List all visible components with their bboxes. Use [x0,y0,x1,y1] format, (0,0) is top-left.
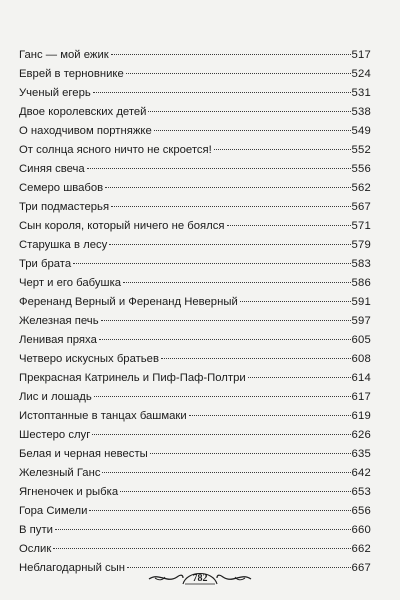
toc-entry [19,331,371,350]
toc-entry [19,236,371,255]
toc-entry [19,103,371,122]
dot-leader [94,396,351,397]
toc-entry-page-number: 517 [351,49,371,61]
toc-entry-title: Синяя свеча [19,163,85,175]
dot-leader [248,377,351,378]
toc-entry-title: Гора Симели [19,505,88,517]
toc-entry-page-number: 586 [351,277,371,289]
toc-entry-page-number: 619 [351,410,371,422]
toc-entry-title: Черт и его бабушка [19,277,122,289]
toc-entry [19,65,371,84]
toc-entry [19,274,371,293]
toc-entry-page-number: 524 [351,68,371,80]
toc-entry [19,141,371,160]
toc-entry-title: Три брата [19,258,72,270]
toc-entry-page-number: 597 [351,315,371,327]
dot-leader [123,282,350,283]
toc-entry-page-number: 605 [351,334,371,346]
toc-entry-page-number: 667 [351,562,371,574]
dot-leader [148,111,350,112]
toc-entry-page-number: 662 [351,543,371,555]
toc-entry-title: В пути [19,524,53,536]
dot-leader [150,453,351,454]
toc-entry-page-number: 538 [351,106,371,118]
toc-entry [19,217,371,236]
toc-entry-page-number: 660 [351,524,371,536]
toc-entry-title: Прекрасная Катринель и Пиф-Паф-Полтри [19,372,246,384]
dot-leader [92,434,350,435]
dot-leader [55,529,351,530]
toc-entry-page-number: 531 [351,87,371,99]
toc-entry-page-number: 583 [351,258,371,270]
toc-entry [19,84,371,103]
toc-entry-page-number: 556 [351,163,371,175]
toc-entry [19,540,371,559]
toc-entry-page-number: 656 [351,505,371,517]
toc-entry [19,521,371,540]
toc-entry-title: От солнца ясного ничто не скроется! [19,144,212,156]
toc-entry [19,502,371,521]
dot-leader [53,548,350,549]
toc-entry [19,369,371,388]
dot-leader [89,510,350,511]
toc-entry-title: Ганс — мой ежик [19,49,109,61]
toc-entry-title: Четверо искусных братьев [19,353,159,365]
toc-entry-page-number: 579 [351,239,371,251]
toc-entry-page-number: 552 [351,144,371,156]
toc-entry-title: Ученый егерь [19,87,91,99]
toc-entry-title: Лис и лошадь [19,391,92,403]
dot-leader [120,491,350,492]
toc-entry-title: Шестеро слуг [19,429,91,441]
dot-leader [214,149,351,150]
toc-entry-title: Ягненочек и рыбка [19,486,119,498]
toc-entry-page-number: 653 [351,486,371,498]
toc-entry [19,350,371,369]
toc-entry-title: Еврей в терновнике [19,68,124,80]
toc-entry-title: Семеро швабов [19,182,104,194]
toc-entry [19,312,371,331]
dot-leader [126,73,351,74]
toc-entry-title: Истоптанные в танцах башмаки [19,410,187,422]
dot-leader [111,54,351,55]
toc-entry-title: Ленивая пряха [19,334,97,346]
toc-entry-title: Три подмастерья [19,201,110,213]
toc-entry-page-number: 567 [351,201,371,213]
toc-entry [19,464,371,483]
toc-entry-page-number: 608 [351,353,371,365]
toc-entry-title: Ослик [19,543,52,555]
toc-entry-title: Железная печь [19,315,99,327]
toc-entry [19,483,371,502]
toc-entry-page-number: 642 [351,467,371,479]
dot-leader [102,472,350,473]
toc-entry-title: Сын короля, который ничего не боялся [19,220,225,232]
toc-entry-page-number: 591 [351,296,371,308]
dot-leader [87,168,351,169]
dot-leader [161,358,351,359]
dot-leader [99,339,351,340]
toc-entry [19,388,371,407]
toc-entry [19,407,371,426]
dot-leader [227,225,351,226]
table-of-contents [19,46,371,578]
toc-entry [19,179,371,198]
dot-leader [154,130,351,131]
toc-entry-title: Старушка в лесу [19,239,108,251]
toc-entry-page-number: 617 [351,391,371,403]
toc-entry-page-number: 571 [351,220,371,232]
toc-entry-title: Белая и черная невесты [19,448,148,460]
dot-leader [111,206,350,207]
toc-entry-title: О находчивом портняжке [19,125,152,137]
toc-entry-page-number: 635 [351,448,371,460]
dot-leader [240,301,351,302]
toc-entry-title: Двое королевских детей [19,106,147,118]
toc-entry-page-number: 562 [351,182,371,194]
toc-entry [19,426,371,445]
page-footer [0,562,400,592]
dot-leader [73,263,350,264]
toc-entry [19,255,371,274]
dot-leader [93,92,351,93]
toc-entry [19,293,371,312]
toc-entry [19,198,371,217]
toc-entry [19,122,371,141]
dot-leader [101,320,351,321]
page-number: 782 [192,573,208,584]
toc-entry-title: Железный Ганс [19,467,101,479]
toc-entry [19,445,371,464]
toc-entry [19,160,371,179]
toc-entry-page-number: 626 [351,429,371,441]
toc-entry [19,46,371,65]
dot-leader [109,244,350,245]
dot-leader [105,187,350,188]
dot-leader [189,415,351,416]
toc-entry-title: Неблагодарный сын [19,562,126,574]
toc-entry-page-number: 549 [351,125,371,137]
toc-entry-page-number: 614 [351,372,371,384]
toc-entry-title: Ференанд Верный и Ференанд Неверный [19,296,238,308]
